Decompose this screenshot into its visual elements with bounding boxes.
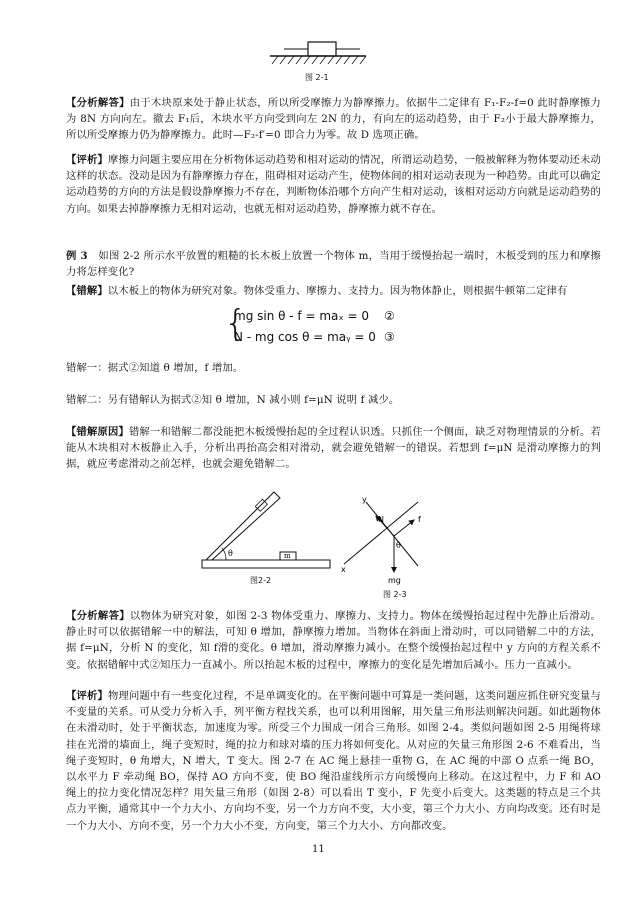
wrong-solution-text: 以木板上的物体为研究对象。物体受重力、摩擦力、支持力。因为物体静止，则根据牛顿第二定律有	[107, 285, 568, 297]
figure-2-3-normal-label: N	[378, 515, 384, 524]
figure-2-2-theta: θ	[228, 549, 233, 558]
equation-number-3: ③	[384, 330, 395, 344]
comment-paragraph-1	[66, 152, 601, 217]
equation-line-1: mg sin θ - f = maₓ = 0 ②	[234, 306, 376, 327]
comment-text: 摩擦力问题主要应用在分析物体运动趋势和相对运动的情况，所谓运动趋势，一般被解释为物体要动还未动这样的状态。没动是因为有静摩擦力存在，阻碍相对运动产生，使物体间的相对运动表现为一种趋势。由此可以确定运动趋势的方向的方法是假设静摩擦力不存在，判断物体沿哪个方向产生相对运动，该相对运动方向就是运动趋势的方向。如果去掉静摩擦力无相对运动，也就无相对运动趋势，静摩擦力就不存在。	[66, 154, 601, 215]
figure-2-3-friction-label: f	[418, 515, 421, 524]
figure-2-3-gravity-label: mg	[388, 576, 401, 585]
comment-tag-2: 【评析】	[66, 690, 108, 702]
figure-2-3	[336, 488, 436, 588]
analysis-text: 由于木块原来处于静止状态，所以所受摩擦力为静摩擦力。依据牛二定律有 F₁-F₂-f=0 此时静摩擦力为 8N 方向向左。撤去 F₁后，木块水平方向受到向左 2N 的力，有向左的运动趋势，由于 F₂小于最大静摩擦力，所以所受摩擦力仍为静摩擦力。此时—F₂-f′=0 即合力为零。故 D 选项正确。	[66, 97, 601, 142]
figure-2-2	[198, 488, 338, 588]
wrong-solution-1: 错解一：据式②知道 θ 增加，f 增加。	[66, 362, 244, 374]
analysis-paragraph-2	[66, 608, 601, 673]
equation-line-2: N - mg cos θ = maᵧ = 0 ③	[234, 327, 376, 348]
analysis-paragraph-1	[66, 95, 601, 144]
comment-text-2: 物理问题中有一些变化过程，不是单调变化的。在平衡问题中可算是一类问题，这类问题应抓住研究变量与不变量的关系。可从受力分析入手，列平衡方程找关系，也可以利用图解，用矢量三角形法则解决问题。如此题物体在未滑动时，处于平衡状态，加速度为零。所受三个力围成一闭合三角形。如图 2-4。类似问题如图 2-5 用绳将球挂在光滑的墙面上，绳子变短时，绳的拉力和球对墙的压力将如何变化。从对应的矢量三角形图 2-6 不难看出，当绳子变短时，θ 角增大，N 增大，T 变大。图 2-7 在 AC 绳上悬挂一重物 G，在 AC 绳的中部 O 点系一绳 BO，以水平力 F 牵动绳 BO，保持 AO 方向不变，使 BO 绳沿虚线所示方向缓慢向上移动。在这过程中，力 F 和 AO 绳上的拉力变化情况怎样？用矢量三角形（如图 2-8）可以看出 T 变小，F 先变小后变大。这类题的特点是三个共点力平衡，通常其中一个力大小、方向均不变，另一个力方向不变，大小变，第三个力大小、方向均改变。还有时是一个力大小、方向不变，另一个力大小不变，方向变，第三个力大小、方向都改变。	[66, 690, 601, 832]
analysis-tag: 【分析解答】	[66, 97, 130, 109]
error-reason-text: 错解一和错解二都没能把木板缓慢抬起的全过程认识透。只抓住一个侧面，缺乏对物理情景的分析。若能从木块相对木板静止入手，分析出再抬高会相对滑动，就会避免错解一的错误。若想到 f=μN 是滑动摩擦力的判据，就应考虑滑动之前怎样，也就会避免错解二。	[66, 426, 601, 471]
example-tag: 例 3	[66, 250, 88, 262]
wrong-solution-paragraph	[66, 283, 601, 299]
equation-system	[224, 303, 395, 348]
figure-2-1	[262, 38, 372, 72]
analysis-tag-2: 【分析解答】	[66, 610, 130, 622]
equation-number-2: ②	[384, 309, 395, 323]
figure-2-3-caption: 图 2-3	[383, 590, 407, 599]
page-number: 11	[312, 844, 325, 855]
equation-brace: {	[224, 303, 247, 344]
figure-2-3-y-label: y	[362, 495, 367, 504]
figure-2-2-mass-label: m	[284, 552, 291, 560]
error-reason-paragraph	[66, 424, 601, 473]
figure-2-3-x-label: x	[341, 565, 346, 574]
comment-tag: 【评析】	[66, 154, 108, 166]
figure-2-1-caption: 图 2-1	[305, 73, 329, 82]
figure-2-3-theta: θ	[396, 541, 401, 550]
error-reason-tag: 【错解原因】	[66, 426, 129, 438]
analysis-text-2: 以物体为研究对象，如图 2-3 物体受重力、摩擦力、支持力。物体在缓慢抬起过程中先静止后滑动。静止时可以依据错解一中的解法，可知 θ 增加，静摩擦力增加。当物体在斜面上滑动时，可以同错解二中的方法，据 f=μN，分析 N 的变化，知 f滑的变化。θ 增加，滑动摩擦力减小。在整个缓慢抬起过程中 y 方向的方程关系不变。依据错解中式②知压力一直减小。所以抬起木板的过程中，摩擦力的变化是先增加后减小。压力一直减小。	[66, 610, 601, 671]
example-text: 如图 2-2 所示水平放置的粗糙的长木板上放置一个物体 m，当用于缓慢抬起一端时，木板受到的压力和摩擦力将怎样变化?	[66, 250, 601, 279]
example-3-paragraph	[66, 248, 601, 280]
comment-paragraph-2	[66, 688, 601, 834]
wrong-solution-2: 错解二：另有错解认为据式②知 θ 增加，N 减小则 f=μN 说明 f 减少。	[66, 394, 400, 406]
figure-2-2-caption: 图2-2	[250, 576, 272, 585]
wrong-solution-tag: 【错解】	[66, 285, 108, 297]
